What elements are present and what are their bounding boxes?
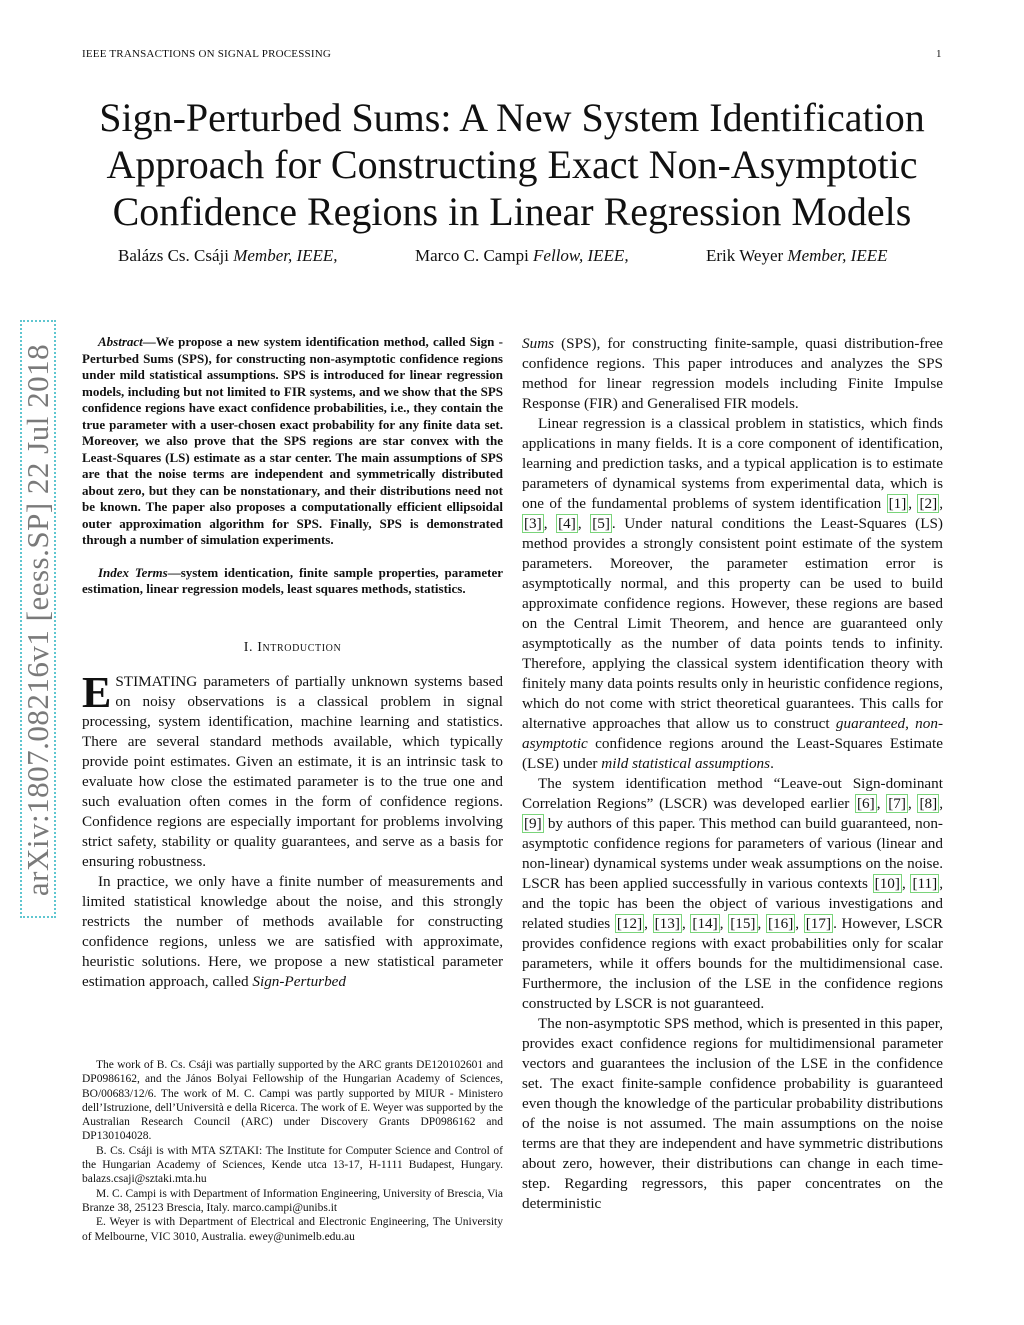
citation-link[interactable]: [16] — [767, 915, 794, 932]
citation-link[interactable]: [15] — [730, 915, 756, 932]
right-paragraph-4: The non-asymptotic SPS method, which is presented in this paper, provides exact confidence regions for multidimensional parameter vectors and guarantees the inclusion of the LSE in the confidence set. The exact finite-sample confidence probability is guaranteed even though the knowledge of the particular probability distributions of the noise is not assumed. The main assumptions on the noise terms are that they are independent and have symmetric distributions about zero, however, their distributions can change in each time-step. Regarding regressors, this paper concentrates on the deterministic — [522, 1015, 943, 1212]
section-heading-introduction — [82, 638, 503, 658]
right-paragraph-2: Linear regression is a classical problem in statistics, which finds applications in many fields. It is a core component of identification, learning and prediction tasks, and a typical application is to estimate parameters of dynamical systems from experimental data, which is one of the fundamental problems of system identification [1] , [2] , [3] , [4] , [5] . Under natural conditions the Least-Squares (LS) method provides a strongly consistent point estimate of the system parameters. Moreover, the parameter estimation error is asymptotically normal, and this property can be used to build approximate confidence regions. However, these regions are based on the Central Limit Theorem, and hence are guaranteed only asymptotically as the number of data points tends to infinity. Therefore, applying the classical system identification theory with finitely many data points results only in heuristic confidence regions, which do not come with strict theoretical guarantees. This calls for alternative approaches that allow us to construct guaranteed, non-asymptotic confidence regions around the Least-Squares Estimate (LSE) under mild statistical assumptions. — [522, 415, 944, 772]
author-role: Fellow, IEEE, — [533, 246, 629, 265]
citation-link[interactable]: [12] — [616, 915, 643, 932]
index-terms-label: Index Terms — [98, 564, 168, 580]
author-name: Erik Weyer — [706, 246, 784, 265]
right-paragraph-3-text-b: by authors of this paper. This method can build guaranteed, non-asymptotic confidence regions for parameters of various (linear and non-linear) dynamical systems under weak assumptions on the noise. LSCR has been applied successfully in various contexts — [522, 815, 943, 892]
author-name: Marco C. Campi — [415, 246, 529, 265]
citation-link[interactable]: [17] — [805, 915, 832, 932]
right-paragraph-2-text-c: confidence regions around the Least-Squares Estimate (LSE) under — [522, 735, 943, 772]
footnote-csaji: B. Cs. Csáji is with MTA SZTAKI: The Institute for Computer Science and Control of the Hungarian Academy of Sciences, Kende utca 13-17, H-1111 Budapest, Hungary. balazs.csaji@sztaki.mta.hu — [82, 1144, 503, 1186]
citation-link[interactable]: [5] — [592, 515, 610, 532]
abstract-text: —We propose a new system identification method, called Sign - Perturbed Sums (SPS), for constructing non-asymptotic confidence regions under mild statistical assumptions. SPS is introduced for linear regression models, including but not limited to FIR systems, and we show that the SPS confidence regions have exact confidence probabilities, i.e., they contain the true parameter with a user-chosen exact probability for any finite data set. Moreover, we also prove that the SPS regions are star convex with the Least-Squares (LS) estimate as a star center. The main assumptions of SPS are that the noise terms are independent and symmetrically distributed about zero, but they can be nonstationary, and their distributions need not be known. The paper also proposes a computationally efficient ellipsoidal outer approximation algorithm for SPS. Finally, SPS is demonstrated through a number of simulation experiments. — [82, 334, 503, 547]
intro-paragraph-2-text: In practice, we only have a finite number of measurements and limited statistical knowledge about the noise, and this strongly restricts the number of methods available for constructing confidence regions, unless we are satisfied with approximate, heuristic solutions. Here, we propose a new statistical parameter estimation approach, called — [82, 872, 503, 990]
citation-link[interactable]: [14] — [692, 915, 718, 932]
index-terms-text: —system identication, finite sample properties, parameter estimation, linear regression models, least squares methods, statistics. — [82, 564, 503, 596]
sums-term: Sums — [522, 335, 555, 352]
author-role: Member, IEEE, — [233, 246, 338, 265]
citation-link[interactable]: [7] — [888, 795, 906, 812]
abstract — [82, 334, 503, 549]
intro-paragraph-1 — [82, 667, 503, 872]
citation-link[interactable]: [13] — [654, 915, 680, 932]
right-paragraph-1 — [522, 334, 943, 414]
author-name: Balázs Cs. Csáji — [118, 246, 229, 265]
mild-assumptions-term: mild statistical assumptions — [601, 755, 771, 772]
citation-link[interactable]: [2] — [919, 495, 938, 512]
right-column — [522, 334, 943, 1214]
intro-paragraph-1-text: STIMATING parameters of partially unknown systems based on noisy observations is a classical problem in signal processing, system identification, machine learning and statistics. There are several standard methods available, which typically provide point estimates. Given an estimate, it is an intrinsic task to evaluate how close the estimated parameter is to the true one and such evaluation often comes in the form of confidence regions. Confidence regions are especially important for problems involving strict safety, stability or quality guarantees, and serve as a basis for ensuring robustness. — [82, 672, 503, 870]
author-campi — [415, 246, 629, 266]
page-number: 1 — [936, 48, 942, 60]
sps-term: Sign-Perturbed — [252, 972, 347, 990]
author-csaji — [118, 246, 338, 266]
citation-link[interactable]: [6] — [856, 795, 875, 812]
citation-link[interactable]: [4] — [558, 515, 576, 532]
author-weyer — [706, 246, 887, 266]
footnotes — [82, 1058, 503, 1244]
paper-title: Sign-Perturbed Sums: A New System Identification Approach for Constructing Exact Non-Asymptotic Confidence Regions in Linear Regression Models — [99, 95, 925, 234]
citation-link[interactable]: [3] — [524, 515, 542, 532]
index-terms — [82, 565, 503, 598]
running-head: IEEE TRANSACTIONS ON SIGNAL PROCESSING — [82, 48, 332, 60]
drop-cap: E — [82, 667, 112, 717]
section-number: I. — [243, 639, 254, 655]
arxiv-stamp — [18, 320, 58, 920]
footnote-campi: M. C. Campi is with Department of Information Engineering, University of Brescia, Via Branze 38, 25123 Brescia, Italy. marco.campi@unibs.it — [82, 1187, 503, 1214]
right-paragraph-3-text-c: , and the topic has been the object of various investigations and related studies — [522, 875, 944, 932]
abstract-label: Abstract — [98, 334, 143, 349]
section-title: Introduction — [257, 639, 342, 655]
non-asymptotic-term: non-asymptotic — [522, 715, 944, 752]
right-paragraph-1-text: (SPS), for constructing finite-sample, quasi distribution-free confidence regions. This paper introduces and analyzes the SPS method for linear regression models including Finite Impulse Response (FIR) and Generalised FIR models. — [522, 335, 943, 412]
right-paragraph-3: The system identification method “Leave-out Sign-dominant Correlation Regions” (LSCR) was developed earlier [6] , [7] , [8] , [9] by authors of this paper. This method can build guaranteed, non-asymptotic confidence regions for parameters of various (linear and non-linear) dynamical systems under weak assumptions on the noise. LSCR has been applied successfully in various contexts [10] , [11] , and the topic has been the object of various investigations and related studies [12] , [13] , [14] , [15] , [16] , [17] . However, LSCR provides confidence regions with exact probabilities only for scalar parameters, while it offers bounds for the multidimensional case. Furthermore, the inclusion of the LSE in the confidence regions constructed by LSCR is not guaranteed. — [522, 775, 944, 1012]
arxiv-stamp-text: arXiv:1807.08216v1 [eess.SP] 22 Jul 2018 — [20, 343, 55, 897]
intro-paragraph-2 — [82, 872, 503, 992]
citation-link[interactable]: [10] — [874, 875, 900, 892]
right-paragraph-3-text-d: . However, LSCR provides confidence regions with exact probabilities only for scalar parameters, while it offers bounds for the multidimensional case. Furthermore, the inclusion of the LSE in the confidence regions constructed by LSCR is not guaranteed. — [522, 915, 944, 1012]
left-column — [82, 334, 503, 992]
footnote-weyer: E. Weyer is with Department of Electrical and Electronic Engineering, The University of Melbourne, VIC 3010, Australia. ewey@unimelb.edu.au — [82, 1216, 503, 1243]
citation-link[interactable]: [9] — [524, 815, 542, 832]
right-paragraph-3-text-a: The system identification method “Leave-out Sign-dominant Correlation Regions” (LSCR) was developed earlier — [522, 775, 943, 812]
author-role: Member, IEEE — [787, 246, 888, 265]
right-paragraph-2-text-a: Linear regression is a classical problem in statistics, which finds applications in many fields. It is a core component of identification, learning and prediction tasks, and a typical application is to estimate parameters of dynamical systems from experimental data, which is one of the fundamental problems of system identification — [522, 415, 943, 512]
citation-link[interactable]: [11] — [912, 875, 938, 892]
citation-link[interactable]: [1] — [888, 495, 907, 512]
guaranteed-term: guaranteed — [835, 715, 906, 732]
right-paragraph-2-text-b: . Under natural conditions the Least-Squares (LS) method provides a strongly consistent point estimate of the system parameters. Moreover, the parameter estimation error is asymptotically normal, and this property can be used to build approximate confidence regions. However, these regions are based on the Central Limit Theorem, and hence are guaranteed only asymptotically as the number of data points tends to infinity. Therefore, applying the classical system identification theory with finitely many data points results only in heuristic confidence regions, which do not come with strict theoretical guarantees. This calls for alternative approaches that allow us to construct — [522, 515, 943, 732]
footnote-funding: The work of B. Cs. Csáji was partially supported by the ARC grants DE120102601 and DP0986162, and the János Bolyai Fellowship of the Hungarian Academy of Sciences, BO/00683/12/6. The work of M. C. Campi was partly supported by MIUR - Ministero dell’Istruzione, dell’Università e della Ricerca. The work of E. Weyer was supported by the Australian Research Council (ARC) under Discovery Grants DP0986162 and DP130104028. — [82, 1059, 503, 1143]
citation-link[interactable]: [8] — [919, 795, 938, 812]
